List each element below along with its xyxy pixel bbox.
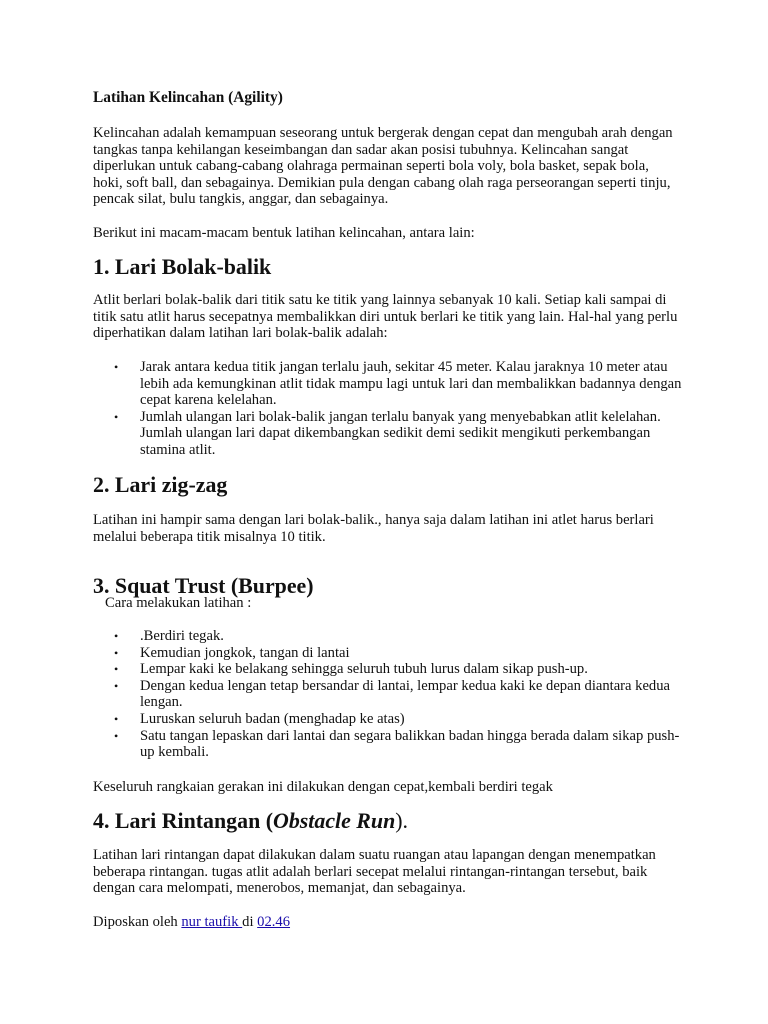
- bullet-icon: •: [114, 711, 119, 726]
- intro-paragraph: Kelincahan adalah kemampuan seseorang untuk bergerak dengan cepat dan mengubah arah dengan tangkas tanpa kehilangan keseimbangan dan sadar akan posisi tubuhnya. Kelincahan sangat diperlukan untuk cabang-cabang olahraga permainan seperti bola voly, bola basket, sepak bola, hoki, soft ball, dan sebagainya. Demikian pula dengan cabang olah raga perseorangan seperti tinju, pencak silat, bulu tangkis, anggar, dan sebagainya.: [93, 125, 673, 208]
- section-3-closing: Keseluruh rangkaian gerakan ini dilakukan dengan cepat,kembali berdiri tegak: [93, 779, 553, 795]
- list-item-text: Kemudian jongkok, tangan di lantai: [140, 644, 350, 661]
- list-item: [93, 661, 683, 678]
- list-item-text: Satu tangan lepaskan dari lantai dan segara balikkan badan hingga berada dalam sikap push-up kembali.: [140, 727, 680, 761]
- list-item-text: Jarak antara kedua titik jangan terlalu jauh, sekitar 45 meter. Kalau jaraknya 10 meter atau lebih ada kemungkinan atlit tidak mampu lagi untuk lari dan membalikkan badannya dengan cepat karena kelelahan.: [140, 359, 682, 409]
- section-4-body: Latihan lari rintangan dapat dilakukan dalam suatu ruangan atau lapangan dengan menempatkan beberapa rintangan. tugas atlit adalah berlari secepat melalui rintangan-rintangan tersebut, baik dengan cara melompati, menerobos, memanjat, dan sebagainya.: [93, 847, 656, 897]
- list-item-text: .Berdiri tegak.: [140, 628, 224, 644]
- footer-prefix: Diposkan oleh: [93, 914, 182, 930]
- section-2-body: Latihan ini hampir sama dengan lari bolak-balik., hanya saja dalam latihan ini atlet harus berlari melalui beberapa titik misalnya 10 titik.: [93, 512, 654, 545]
- list-item: [93, 645, 683, 662]
- page-title: Latihan Kelincahan (Agility): [93, 89, 283, 106]
- author-link[interactable]: nur taufik: [181, 914, 243, 930]
- section-1-body: Atlit berlari bolak-balik dari titik satu ke titik yang lainnya sebanyak 10 kali. Setiap kali sampai di titik satu atlit harus secepatnya membalikkan diri untuk berlari ke titik yang lain. Hal-hal yang perlu diperhatikan dalam latihan lari bolak-balik adalah:: [93, 292, 678, 342]
- footer-middle: di: [242, 914, 258, 930]
- list-item-text: Jumlah ulangan lari bolak-balik jangan terlalu banyak yang menyebabkan atlit kelelahan. Jumlah ulangan lari dapat dikembangkan sedikit demi sedikit mengikuti perkembangan stamina atlit.: [140, 408, 661, 458]
- list-item: [93, 678, 683, 711]
- bullet-icon: •: [114, 728, 119, 743]
- list-item-text: Dengan kedua lengan tetap bersandar di lantai, lempar kedua kaki ke depan diantara kedua lengan.: [140, 677, 671, 711]
- bullet-icon: •: [114, 662, 119, 677]
- list-item: [93, 409, 683, 459]
- bullet-icon: •: [114, 360, 119, 374]
- section-2-heading: 2. Lari zig-zag: [93, 472, 228, 497]
- section-3-heading: 3. Squat Trust (Burpee): [93, 573, 314, 598]
- lead-paragraph: Berikut ini macam-macam bentuk latihan kelincahan, antara lain:: [93, 225, 475, 241]
- section-4-heading-suffix: ).: [395, 808, 409, 833]
- bullet-icon: •: [114, 645, 119, 660]
- list-item-text: Lempar kaki ke belakang sehingga seluruh tubuh lurus dalam sikap push-up.: [140, 661, 588, 678]
- bullet-icon: •: [114, 409, 119, 424]
- section-4-heading-italic: Obstacle Run: [273, 808, 396, 833]
- timestamp-link[interactable]: 02.46: [257, 914, 291, 930]
- section-3-subheading: Cara melakukan latihan :: [105, 595, 252, 611]
- section-3-bullet-list: [93, 628, 683, 761]
- bullet-icon: •: [114, 629, 119, 643]
- list-item: [93, 711, 683, 728]
- section-4-heading-prefix: 4. Lari Rintangan (: [93, 808, 274, 833]
- bullet-icon: •: [114, 678, 119, 693]
- section-1-bullet-list: [93, 359, 683, 459]
- list-item: [93, 628, 683, 645]
- list-item: [93, 728, 683, 761]
- post-footer: [93, 914, 290, 931]
- section-1-heading: 1. Lari Bolak-balik: [93, 254, 272, 279]
- list-item-text: Luruskan seluruh badan (menghadap ke atas): [140, 710, 405, 727]
- list-item: [93, 359, 683, 409]
- section-4-heading: [93, 808, 409, 833]
